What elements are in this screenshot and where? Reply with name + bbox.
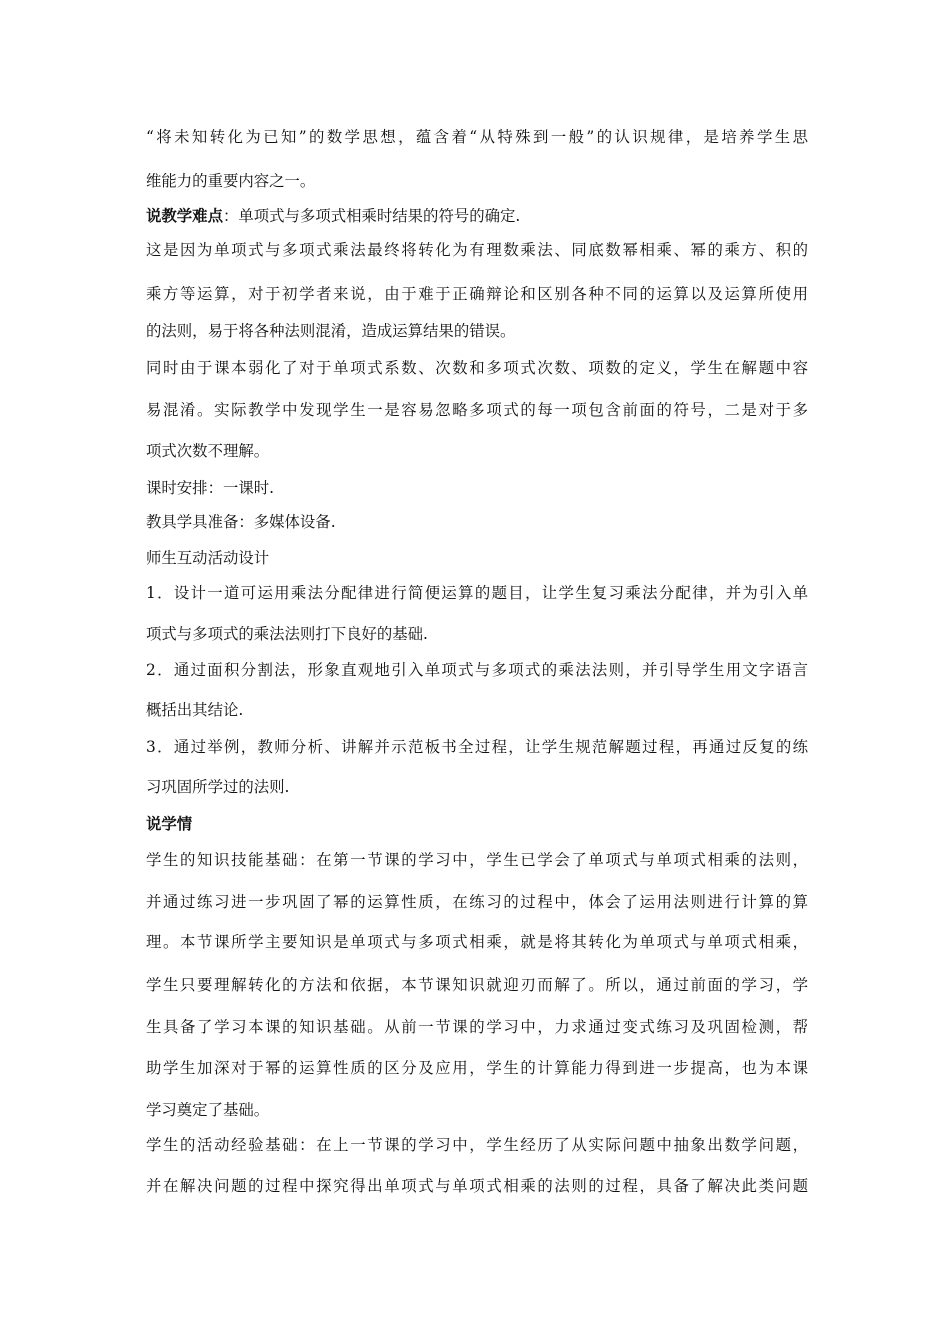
text-line: 学生的知识技能基础：在第一节课的学习中，学生已学会了单项式与单项式相乘的法则，: [146, 851, 808, 869]
text-line: 生具备了学习本课的知识基础。从前一节课的学习中，力求通过变式练习及巩固检测，帮: [146, 1018, 808, 1036]
text-line: 同时由于课本弱化了对于单项式系数、次数和多项式次数、项数的定义，学生在解题中容: [146, 359, 808, 377]
text-line: 课时安排：一课时.: [146, 479, 275, 497]
text-line: 教具学具准备：多媒体设备.: [146, 513, 336, 531]
text-line: 学习奠定了基础。: [146, 1101, 270, 1119]
text-line: 项式次数不理解。: [146, 442, 270, 460]
text-line: 学生只要理解转化的方法和依据，本节课知识就迎刃而解了。所以，通过前面的学习，学: [146, 976, 808, 994]
text-line: 维能力的重要内容之一。: [146, 172, 316, 190]
text-line: “将未知转化为已知”的数学思想，蕴含着“从特殊到一般”的认识规律，是培养学生思: [146, 128, 808, 146]
text-line: 易混淆。实际教学中发现学生一是容易忽略多项式的每一项包含前面的符号，二是对于多: [146, 401, 808, 419]
text-line: 3．通过举例，教师分析、讲解并示范板书全过程，让学生规范解题过程，再通过反复的练: [146, 738, 808, 756]
text-line: [146, 206, 520, 226]
text-line: 这是因为单项式与多项式乘法最终将转化为有理数乘法、同底数幂相乘、幂的乘方、积的: [146, 241, 808, 259]
section-heading: 说教学难点: [146, 207, 223, 225]
text-line: 理。本节课所学主要知识是单项式与多项式相乘，就是将其转化为单项式与单项式相乘，: [146, 933, 808, 951]
text-line: 项式与多项式的乘法法则打下良好的基础.: [146, 625, 428, 643]
text-line: 师生互动活动设计: [146, 549, 270, 567]
text-line: 并在解决问题的过程中探究得出单项式与单项式相乘的法则的过程，具备了解决此类问题: [146, 1177, 808, 1195]
text-line: 助学生加深对于幂的运算性质的区分及应用，学生的计算能力得到进一步提高，也为本课: [146, 1059, 808, 1077]
text-line: 概括出其结论.: [146, 701, 244, 719]
section-heading: 说学情: [146, 815, 193, 833]
text-line: 并通过练习进一步巩固了幂的运算性质，在练习的过程中，体会了运用法则进行计算的算: [146, 893, 808, 911]
text-line: 学生的活动经验基础：在上一节课的学习中，学生经历了从实际问题中抽象出数学问题，: [146, 1136, 808, 1154]
text-line: 1．设计一道可运用乘法分配律进行简便运算的题目，让学生复习乘法分配律，并为引入单: [146, 584, 808, 602]
text-line: 习巩固所学过的法则.: [146, 778, 290, 796]
heading-text: ：单项式与多项式相乘时结果的符号的确定.: [222, 207, 521, 225]
text-line: 2．通过面积分割法，形象直观地引入单项式与多项式的乘法法则，并引导学生用文字语言: [146, 661, 808, 679]
text-line: 乘方等运算，对于初学者来说，由于难于正确辩论和区别各种不同的运算以及运算所使用: [146, 285, 808, 303]
text-line: 的法则，易于将各种法则混淆，造成运算结果的错误。: [146, 322, 516, 340]
